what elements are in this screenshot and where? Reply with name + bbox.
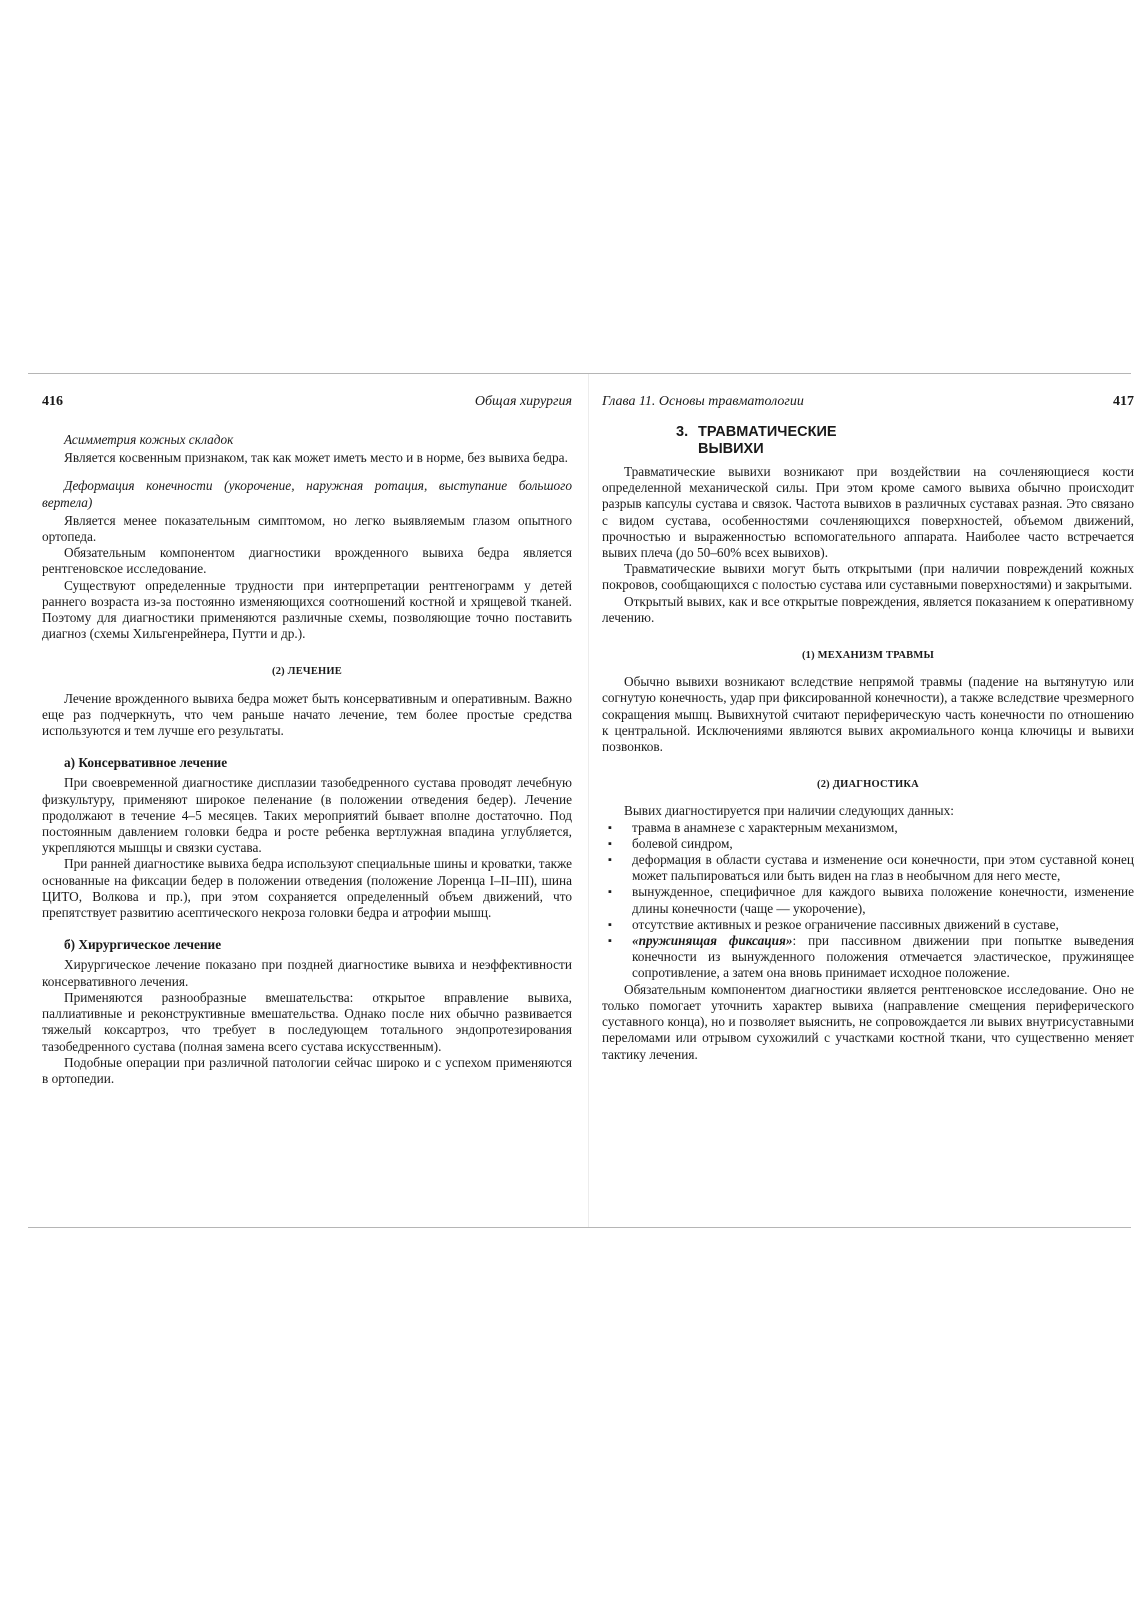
left-page-number: 416: [42, 394, 63, 409]
left-running-head: [42, 394, 572, 412]
spring-fixation-term: «пружинящая фиксация»: [632, 933, 793, 949]
section-number: 3.: [676, 424, 689, 440]
paragraph-conservative-2: При ранней диагностике вывиха бедра используют специальные шины и кроватки, также основанные на фиксации бедер в положении отведения (положение Лоренца I–II–III), шина ЦИТО, Волкова и пр.), при этом сохраняется определенный объем движений, что препятствует развитию асептического некроза головки бедра и атрофии мышц.: [42, 856, 572, 921]
heading-asymmetry: Асимметрия кожных складок: [64, 432, 234, 447]
list-item-spring-fixation: [602, 933, 1134, 982]
heading-deformation: Деформация конечности (укорочение, наружная ротация, выступание большого вертела): [42, 478, 572, 510]
section-title: [602, 424, 1134, 458]
list-item: ▪ отсутствие активных и резкое ограничение пассивных движений в суставе,: [602, 917, 1134, 933]
paragraph-mechanism: Обычно вывихи возникают вследствие непрямой травмы (падение на вытянутую или согнутую конечность, удар при фиксированной конечности), а также вследствие чрезмерного сокращения мышц. Вывихнутой считают периферическую часть конечности по отношению к центральной. Исключениями являются вывих акромиального конца ключицы и вывихи позвонков.: [602, 674, 1134, 755]
section-treatment: (2) ЛЕЧЕНИЕ: [272, 666, 342, 678]
paragraph-treatment: Лечение врожденного вывиха бедра может быть консервативным и оперативным. Важно еще раз подчеркнуть, что чем раньше начато лечение, тем более простые средства используются и тем лучше его результаты.: [42, 690, 572, 739]
paragraph-deformation: Является менее показательным симптомом, но легко выявляемым глазом опытного ортопеда.: [42, 512, 572, 545]
subheading-surgical: б) Хирургическое лечение: [64, 937, 222, 953]
list-item: ▪ деформация в области сустава и изменение оси конечности, при этом суставной конец может пальпироваться или быть виден на глаз в необычном для него месте,: [602, 852, 1134, 884]
left-page-body: [42, 432, 572, 1087]
right-page-number: 417: [1113, 394, 1134, 409]
paragraph-open-indication: Открытый вывих, как и все открытые повреждения, является показанием к оперативному лечению.: [602, 593, 1134, 625]
paragraph-surgical-2: Применяются разнообразные вмешательства: открытое вправление вывиха, паллиативные и реконструктивные вмешательства. Однако после них обычно развивается тяжелый коксартроз, что требует в последующем тотального эндопротезирования тазобедренного сустава (полная замена всего сустава искусственным).: [42, 989, 572, 1054]
paragraph-difficulties: Существуют определенные трудности при интерпретации рентгенограмм у детей раннего возраста из-за постоянно изменяющихся соотношений костной и хрящевой тканей. Поэтому для диагностики применяются различные схемы, позволяющие точно поставить диагноз (схемы Хильгенрейнера, Путти и др.).: [42, 577, 572, 642]
right-running-head: [602, 394, 1134, 412]
book-spread: [28, 373, 1134, 1228]
section-mechanism: (1) МЕХАНИЗМ ТРАВМЫ: [801, 650, 935, 662]
list-item: ▪ травма в анамнезе с характерным механизмом,: [602, 820, 1134, 836]
list-item: ▪ вынужденное, специфичное для каждого вывиха положение конечности, изменение длины конечности (чаще — укорочение),: [602, 884, 1134, 916]
paragraph-conservative-1: При своевременной диагностике дисплазии тазобедренного сустава проводят лечебную физкультуру, применяют широкое пеленание (в положении отведения бедер). Лечение продолжают в течение 4–5 месяцев. Таких мероприятий бывает вполне достаточно. Под постоянным давлением головки бедра и росте ребенка вертлужная впадина углубляется, укрепляются мышцы и связки сустава.: [42, 775, 572, 856]
right-page: [602, 374, 1134, 1227]
spring-fixation-text: : при пассивном движении при попытке выведения конечности из вынужденного положения отмечается эластическое, пружинящее сопротивление, а затем она вновь принимает исходное положение.: [632, 933, 1134, 981]
section-diagnostics: (2) ДИАГНОСТИКА: [817, 779, 919, 791]
list-item: ▪ болевой синдром,: [602, 836, 1134, 852]
subheading-conservative: а) Консервативное лечение: [64, 755, 228, 771]
section-title-line-1: ТРАВМАТИЧЕСКИЕ: [698, 424, 837, 440]
paragraph-open-closed: Травматические вывихи могут быть открытыми (при наличии повреждений кожных покровов, сообщающихся с полостью сустава или суставными поверхностями) и закрытыми.: [602, 561, 1134, 593]
left-page: [42, 374, 572, 1227]
right-running-title: Глава 11. Основы травматологии: [602, 394, 804, 409]
paragraph-surgical-1: Хирургическое лечение показано при поздней диагностике вывиха и неэффективности консервативного лечения.: [42, 957, 572, 989]
paragraph-surgical-3: Подобные операции при различной патологии сейчас широко и с успехом применяются в ортопедии.: [42, 1054, 572, 1086]
diagnostic-signs-list: [602, 820, 1134, 982]
section-title-line-2: ВЫВИХИ: [698, 441, 764, 457]
paragraph-diagnostics-xray: Обязательным компонентом диагностики является рентгеновское исследование. Оно не только помогает уточнить характер вывиха (направление смещения периферического суставного конца), но и позволяет выяснить, не сопровождается ли вывих внутрисуставными переломами или отрывом сухожилий с участками костной ткани, что существенно меняет тактику лечения.: [602, 981, 1134, 1062]
right-page-body: [602, 424, 1134, 1063]
page-gutter: [588, 374, 589, 1227]
paragraph-asymmetry: Является косвенным признаком, так как может иметь место и в норме, без вывиха бедра.: [64, 450, 568, 466]
paragraph-intro: Травматические вывихи возникают при воздействии на сочленяющиеся кости определенной механической силы. При этом кроме самого вывиха обычно происходит разрыв капсулы сустава и связок. Частота вывихов в различных суставах разная. Это связано с видом сустава, особенностями сочленяющихся поверхностей, объемом движений, прочностью и выраженностью вспомогательного аппарата. Наиболее часто встречается вывих плеча (до 50–60% всех вывихов).: [602, 464, 1134, 561]
left-running-title: Общая хирургия: [474, 394, 572, 409]
paragraph-diagnostics-intro: Вывих диагностируется при наличии следующих данных:: [624, 803, 954, 819]
paragraph-xray: Обязательным компонентом диагностики врожденного вывиха бедра является рентгеновское исследование.: [42, 545, 572, 577]
